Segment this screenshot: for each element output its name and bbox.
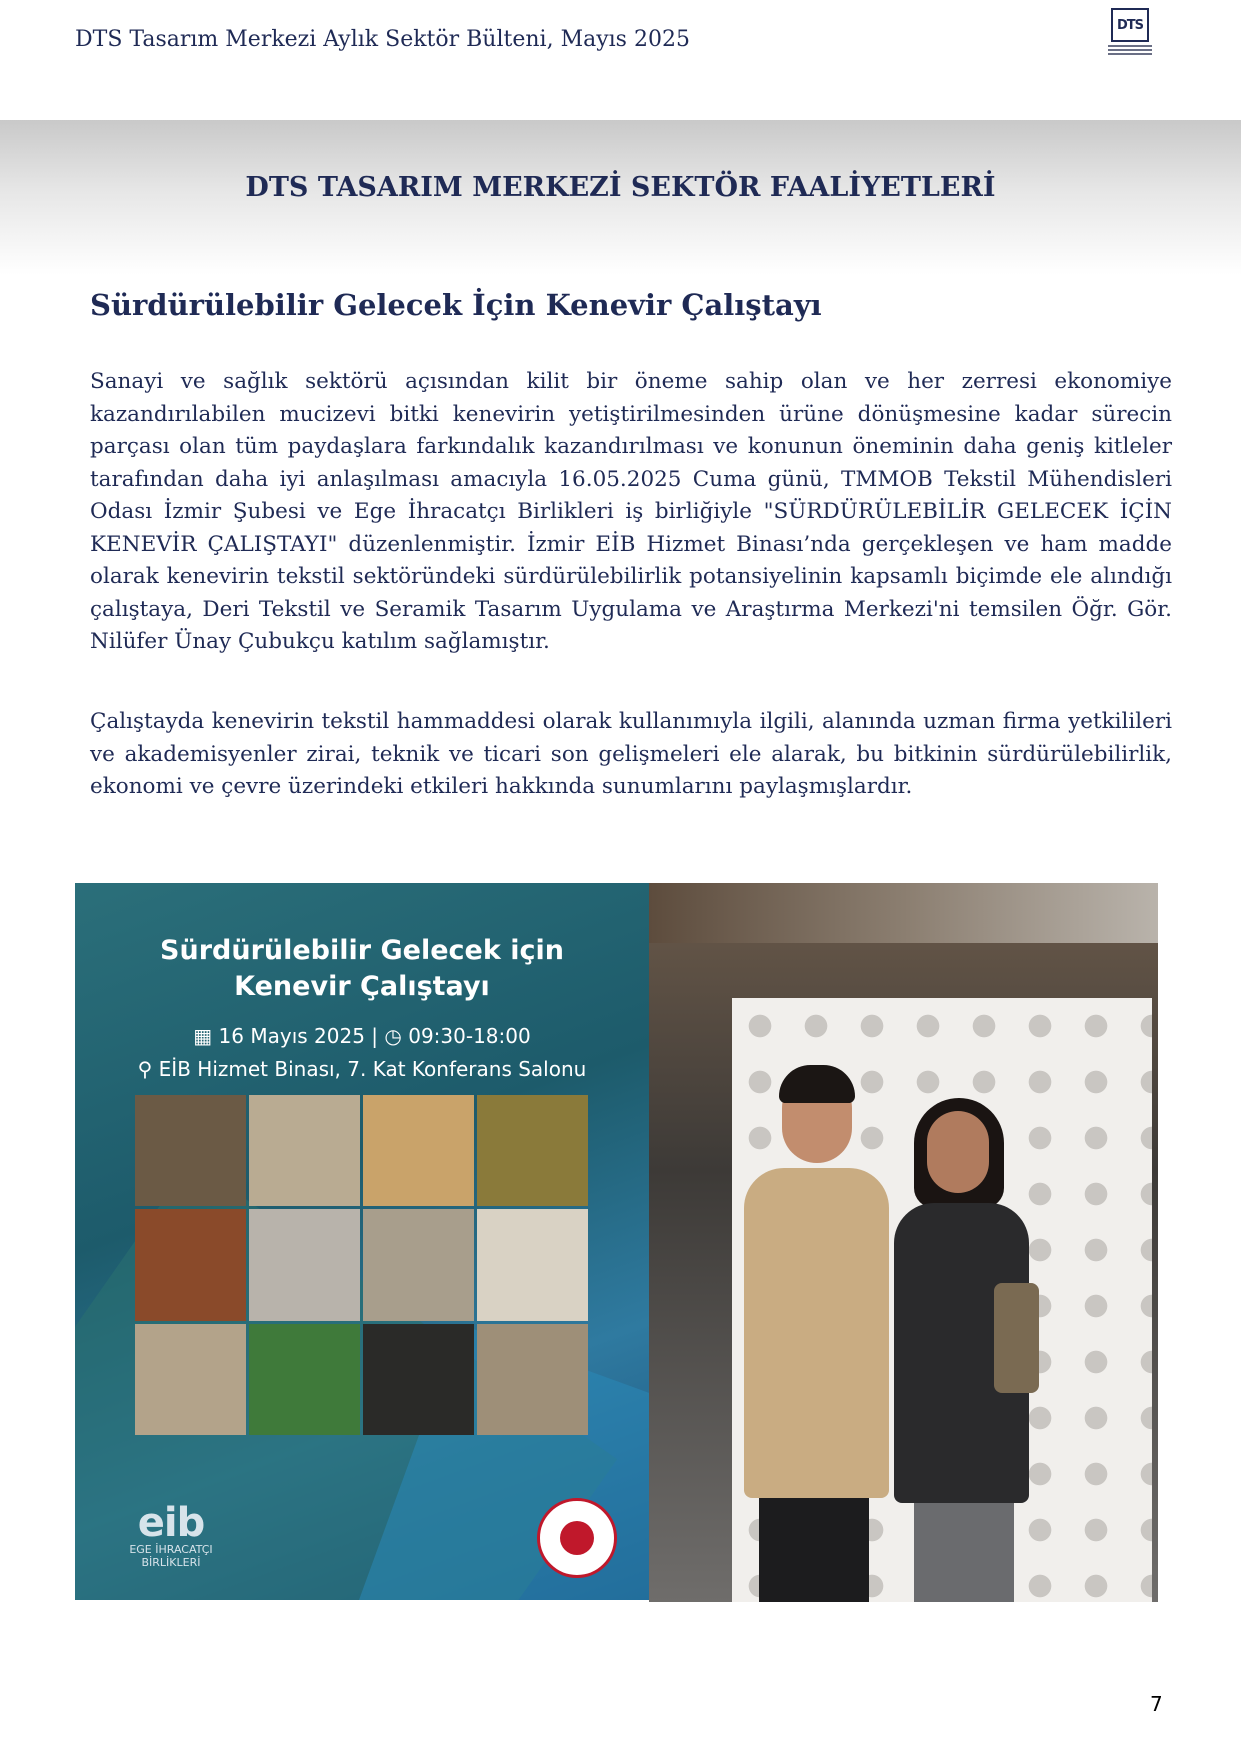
dts-logo-lines [1108,45,1152,55]
section-title: DTS TASARIM MERKEZİ SEKTÖR FAALİYETLERİ [245,172,996,203]
poster-grid-photo [135,1095,246,1206]
poster-date: 16 Mayıs 2025 [218,1024,365,1048]
poster-time: 09:30-18:00 [408,1024,531,1048]
bulletin-header-title: DTS Tasarım Merkezi Aylık Sektör Bülteni, Mayıs 2025 [75,27,690,52]
dts-logo [1108,8,1152,58]
poster-grid-photo [363,1324,474,1435]
poster-title-line: Kenevir Çalıştayı [234,971,490,1002]
poster-location: EİB Hizmet Binası, 7. Kat Konferans Salonu [158,1057,587,1081]
poster-grid-photo [135,1324,246,1435]
poster-grid-photo [249,1209,360,1320]
article-paragraph-2: Çalıştayda kenevirin tekstil hammaddesi olarak kullanımıyla ilgili, alanında uzman firma yetkilileri ve akademisyenler zirai, teknik ve ticari son gelişmeleri ele alarak, bu bitkinin sürdürülebilirlik, ekonomi ve çevre üzerindeki etkileri hakkında sunumlarını paylaşmışlardır. [90,709,1172,799]
eib-logo-text: EGE İHRACATÇI [129,1543,213,1556]
page-number: 7 [1150,1692,1163,1716]
poster-grid-photo [249,1095,360,1206]
poster-grid-photo [477,1209,588,1320]
article-paragraph-1: Sanayi ve sağlık sektörü açısından kilit bir öneme sahip olan ve her zerresi ekonomiye kazandırılabilen mucizevi bitki kenevirin yetiştirilmesinden ürüne dönüşmesine kadar sürecin parçası olan tüm paydaşlara farkındalık kazandırılması ve konunun öneminin daha geniş kitleler tarafından daha iyi anlaşılması amacıyla 16.05.2025 Cuma günü, TMMOB Tekstil Mühendisleri Odası İzmir Şubesi ve Ege İhracatçı Birlikleri iş birliğiyle "SÜRDÜRÜLEBİLİR GELECEK İÇİN KENEVİR ÇALIŞTAYI" düzenlenmiştir. İzmir EİB Hizmet Binası’nda gerçekleşen ve ham madde olarak kenevirin tekstil sektöründeki sürdürülebilirlik potansiyelinin kapsamlı biçimde ele alındığı çalıştaya, Deri Tekstil ve Seramik Tasarım Uygulama ve Araştırma Merkezi'ni temsilen Öğr. Gör. Nilüfer Ünay Çubukçu katılım sağlamıştır. [90,369,1172,654]
poster-grid-photo [249,1324,360,1435]
poster-grid-photo [477,1324,588,1435]
event-poster-image [75,883,649,1600]
photo-window-area [649,883,1158,943]
dts-logo-mark: DTS [1111,8,1149,42]
poster-title [75,933,649,1005]
event-attendees-photo [649,883,1158,1602]
photo-person-1 [744,1168,889,1498]
eib-logo-text: BİRLİKLERİ [141,1556,201,1569]
textile-engineers-chamber-logo [537,1498,617,1578]
poster-separator: | [371,1024,379,1048]
photo-person-2 [927,1111,989,1193]
photo-bag [994,1283,1039,1393]
poster-grid-photo [363,1095,474,1206]
poster-title-line: Sürdürülebilir Gelecek için [160,935,564,966]
eib-logo-mark: eib [137,1500,205,1546]
poster-info [75,1020,649,1086]
poster-grid-photo [363,1209,474,1320]
calendar-icon: ▦ [193,1024,213,1048]
location-pin-icon: ⚲ [137,1057,153,1081]
tmo-emblem-icon [560,1521,594,1555]
clock-icon: ◷ [384,1024,402,1048]
eib-logo [111,1500,231,1569]
poster-grid-photo [135,1209,246,1320]
poster-grid-photo [477,1095,588,1206]
article-title: Sürdürülebilir Gelecek İçin Kenevir Çalıştayı [90,288,822,322]
poster-photo-grid [135,1095,588,1435]
